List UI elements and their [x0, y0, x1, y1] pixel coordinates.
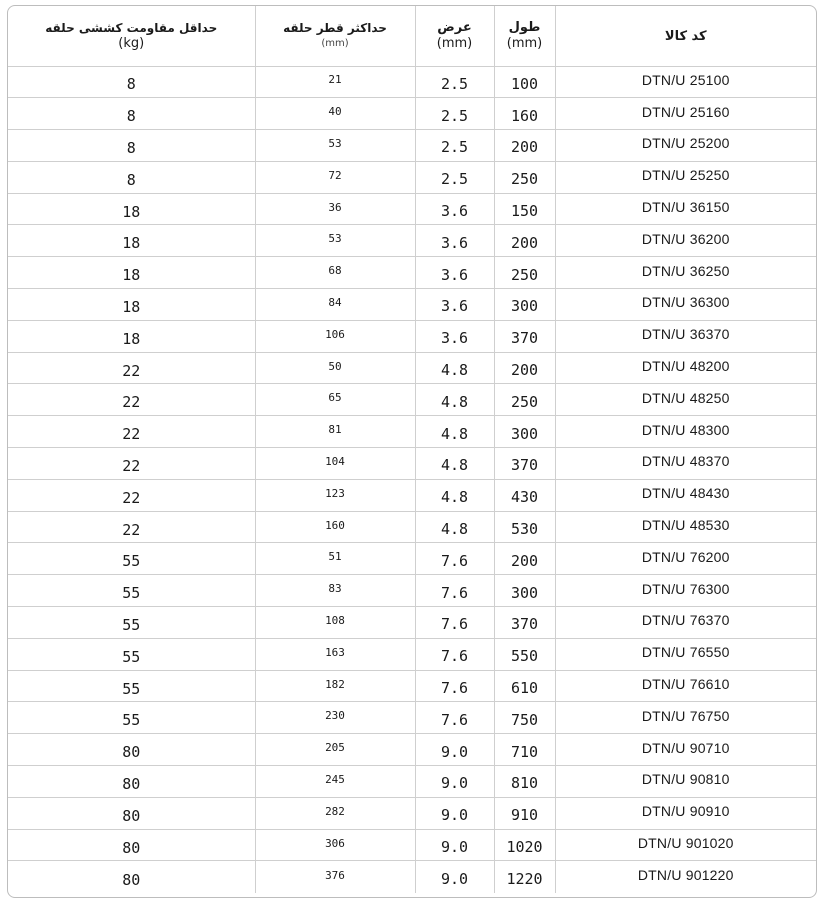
product-code-cell: DTN/U 36150 [555, 193, 816, 225]
table-row [8, 479, 816, 511]
header-width [415, 6, 494, 66]
min-tensile-strength-cell: 55 [8, 670, 255, 702]
width-cell: 7.6 [415, 543, 494, 575]
length-cell: 1020 [494, 829, 555, 861]
length-cell: 430 [494, 479, 555, 511]
product-code-cell: DTN/U 25200 [555, 130, 816, 162]
table-row [8, 543, 816, 575]
header-length-title: طول [508, 20, 541, 36]
width-cell: 4.8 [415, 384, 494, 416]
product-code-cell: DTN/U 76300 [555, 575, 816, 607]
product-code-cell: DTN/U 901020 [555, 829, 816, 861]
width-cell: 9.0 [415, 734, 494, 766]
header-diameter-unit: (mm) [321, 38, 349, 50]
table-row [8, 861, 816, 893]
product-spec-table [7, 5, 817, 898]
max-diameter-cell: 84 [255, 289, 415, 321]
table-row [8, 320, 816, 352]
product-code-cell: DTN/U 36200 [555, 225, 816, 257]
min-tensile-strength-cell: 18 [8, 193, 255, 225]
width-cell: 9.0 [415, 797, 494, 829]
width-cell: 3.6 [415, 193, 494, 225]
width-cell: 2.5 [415, 130, 494, 162]
width-cell: 7.6 [415, 607, 494, 639]
width-cell: 3.6 [415, 225, 494, 257]
max-diameter-cell: 282 [255, 797, 415, 829]
table-header-row [8, 6, 816, 66]
product-code-cell: DTN/U 76610 [555, 670, 816, 702]
length-cell: 370 [494, 448, 555, 480]
min-tensile-strength-cell: 8 [8, 66, 255, 98]
min-tensile-strength-cell: 55 [8, 607, 255, 639]
length-cell: 750 [494, 702, 555, 734]
product-code-cell: DTN/U 76750 [555, 702, 816, 734]
length-cell: 910 [494, 797, 555, 829]
length-cell: 370 [494, 607, 555, 639]
header-length-unit: (mm) [506, 36, 543, 52]
width-cell: 4.8 [415, 479, 494, 511]
product-code-cell: DTN/U 36300 [555, 289, 816, 321]
table-row [8, 670, 816, 702]
length-cell: 150 [494, 193, 555, 225]
length-cell: 250 [494, 161, 555, 193]
header-code-title: کد کالا [664, 28, 707, 44]
max-diameter-cell: 40 [255, 98, 415, 130]
header-product-code [555, 6, 816, 66]
min-tensile-strength-cell: 55 [8, 702, 255, 734]
min-tensile-strength-cell: 80 [8, 734, 255, 766]
table-body [8, 66, 816, 893]
header-width-title: عرض [437, 20, 472, 36]
product-code-cell: DTN/U 90810 [555, 766, 816, 798]
product-code-cell: DTN/U 48250 [555, 384, 816, 416]
table-row [8, 448, 816, 480]
max-diameter-cell: 83 [255, 575, 415, 607]
width-cell: 9.0 [415, 861, 494, 893]
width-cell: 3.6 [415, 320, 494, 352]
min-tensile-strength-cell: 8 [8, 98, 255, 130]
max-diameter-cell: 72 [255, 161, 415, 193]
length-cell: 300 [494, 575, 555, 607]
product-code-cell: DTN/U 25100 [555, 66, 816, 98]
max-diameter-cell: 160 [255, 511, 415, 543]
table-row [8, 352, 816, 384]
product-code-cell: DTN/U 76370 [555, 607, 816, 639]
max-diameter-cell: 21 [255, 66, 415, 98]
spec-table [8, 6, 816, 893]
width-cell: 4.8 [415, 448, 494, 480]
length-cell: 200 [494, 130, 555, 162]
max-diameter-cell: 36 [255, 193, 415, 225]
min-tensile-strength-cell: 80 [8, 797, 255, 829]
max-diameter-cell: 81 [255, 416, 415, 448]
table-row [8, 511, 816, 543]
length-cell: 610 [494, 670, 555, 702]
table-row [8, 607, 816, 639]
width-cell: 9.0 [415, 829, 494, 861]
width-cell: 2.5 [415, 66, 494, 98]
length-cell: 250 [494, 257, 555, 289]
length-cell: 710 [494, 734, 555, 766]
width-cell: 3.6 [415, 257, 494, 289]
min-tensile-strength-cell: 80 [8, 766, 255, 798]
header-min-tensile-strength [8, 6, 255, 66]
max-diameter-cell: 182 [255, 670, 415, 702]
min-tensile-strength-cell: 22 [8, 479, 255, 511]
product-code-cell: DTN/U 48430 [555, 479, 816, 511]
max-diameter-cell: 53 [255, 130, 415, 162]
table-row [8, 766, 816, 798]
min-tensile-strength-cell: 18 [8, 289, 255, 321]
product-code-cell: DTN/U 36250 [555, 257, 816, 289]
table-row [8, 257, 816, 289]
width-cell: 7.6 [415, 638, 494, 670]
min-tensile-strength-cell: 55 [8, 638, 255, 670]
max-diameter-cell: 123 [255, 479, 415, 511]
min-tensile-strength-cell: 80 [8, 861, 255, 893]
product-code-cell: DTN/U 901220 [637, 867, 734, 884]
max-diameter-cell: 245 [255, 766, 415, 798]
min-tensile-strength-cell: 22 [8, 416, 255, 448]
length-cell: 200 [494, 543, 555, 575]
min-tensile-strength-cell: 22 [8, 384, 255, 416]
length-cell: 550 [494, 638, 555, 670]
length-cell: 300 [494, 289, 555, 321]
min-tensile-strength-cell: 18 [8, 320, 255, 352]
length-cell: 370 [494, 320, 555, 352]
max-diameter-cell: 106 [255, 320, 415, 352]
length-cell: 200 [494, 352, 555, 384]
product-code-cell: DTN/U 76200 [555, 543, 816, 575]
width-cell: 7.6 [415, 702, 494, 734]
product-code-cell: DTN/U 25160 [555, 98, 816, 130]
product-code-cell: DTN/U 48370 [555, 448, 816, 480]
width-cell: 9.0 [415, 766, 494, 798]
product-code-cell: DTN/U 36370 [555, 320, 816, 352]
min-tensile-strength-cell: 80 [8, 829, 255, 861]
product-code-cell: DTN/U 48200 [555, 352, 816, 384]
min-tensile-strength-cell: 8 [8, 130, 255, 162]
width-cell: 7.6 [415, 575, 494, 607]
max-diameter-cell: 163 [255, 638, 415, 670]
product-code-cell: DTN/U 25250 [555, 161, 816, 193]
width-cell: 4.8 [415, 416, 494, 448]
width-cell: 4.8 [415, 511, 494, 543]
min-tensile-strength-cell: 18 [8, 257, 255, 289]
length-cell: 300 [494, 416, 555, 448]
width-cell: 2.5 [415, 161, 494, 193]
table-row [8, 98, 816, 130]
header-force-title: حداقل مقاومت کششی حلقه [45, 21, 218, 36]
table-row [8, 416, 816, 448]
product-code-cell: DTN/U 48530 [555, 511, 816, 543]
length-cell: 1220 [494, 861, 555, 893]
table-row [8, 575, 816, 607]
header-width-unit: (mm) [436, 36, 473, 52]
max-diameter-cell: 51 [255, 543, 415, 575]
length-cell: 250 [494, 384, 555, 416]
header-force-unit: (kg) [118, 36, 145, 52]
table-row [8, 702, 816, 734]
width-cell: 2.5 [415, 98, 494, 130]
min-tensile-strength-cell: 55 [8, 543, 255, 575]
min-tensile-strength-cell: 55 [8, 575, 255, 607]
min-tensile-strength-cell: 8 [8, 161, 255, 193]
min-tensile-strength-cell: 18 [8, 225, 255, 257]
table-row [8, 289, 816, 321]
max-diameter-cell: 53 [255, 225, 415, 257]
product-code-cell: DTN/U 90910 [555, 797, 816, 829]
table-row [8, 66, 816, 98]
table-row [8, 734, 816, 766]
max-diameter-cell: 108 [255, 607, 415, 639]
length-cell: 530 [494, 511, 555, 543]
width-cell: 7.6 [415, 670, 494, 702]
max-diameter-cell: 68 [255, 257, 415, 289]
header-length [494, 6, 555, 66]
length-cell: 200 [494, 225, 555, 257]
min-tensile-strength-cell: 22 [8, 448, 255, 480]
max-diameter-cell: 104 [255, 448, 415, 480]
max-diameter-cell: 376 [255, 861, 415, 893]
table-row [8, 130, 816, 162]
product-code-cell: DTN/U 90710 [555, 734, 816, 766]
table-row [8, 797, 816, 829]
max-diameter-cell: 65 [255, 384, 415, 416]
table-row [8, 161, 816, 193]
product-code-cell: DTN/U 76550 [555, 638, 816, 670]
header-max-diameter [255, 6, 415, 66]
max-diameter-cell: 50 [255, 352, 415, 384]
length-cell: 100 [494, 66, 555, 98]
product-code-cell: DTN/U 48300 [555, 416, 816, 448]
length-cell: 160 [494, 98, 555, 130]
table-row [8, 225, 816, 257]
table-row [8, 638, 816, 670]
max-diameter-cell: 306 [255, 829, 415, 861]
min-tensile-strength-cell: 22 [8, 511, 255, 543]
table-row [8, 829, 816, 861]
width-cell: 4.8 [415, 352, 494, 384]
table-row [8, 384, 816, 416]
min-tensile-strength-cell: 22 [8, 352, 255, 384]
length-cell: 810 [494, 766, 555, 798]
max-diameter-cell: 205 [255, 734, 415, 766]
header-diameter-title: حداکثر قطر حلقه [283, 21, 387, 36]
max-diameter-cell: 230 [255, 702, 415, 734]
width-cell: 3.6 [415, 289, 494, 321]
table-row [8, 193, 816, 225]
